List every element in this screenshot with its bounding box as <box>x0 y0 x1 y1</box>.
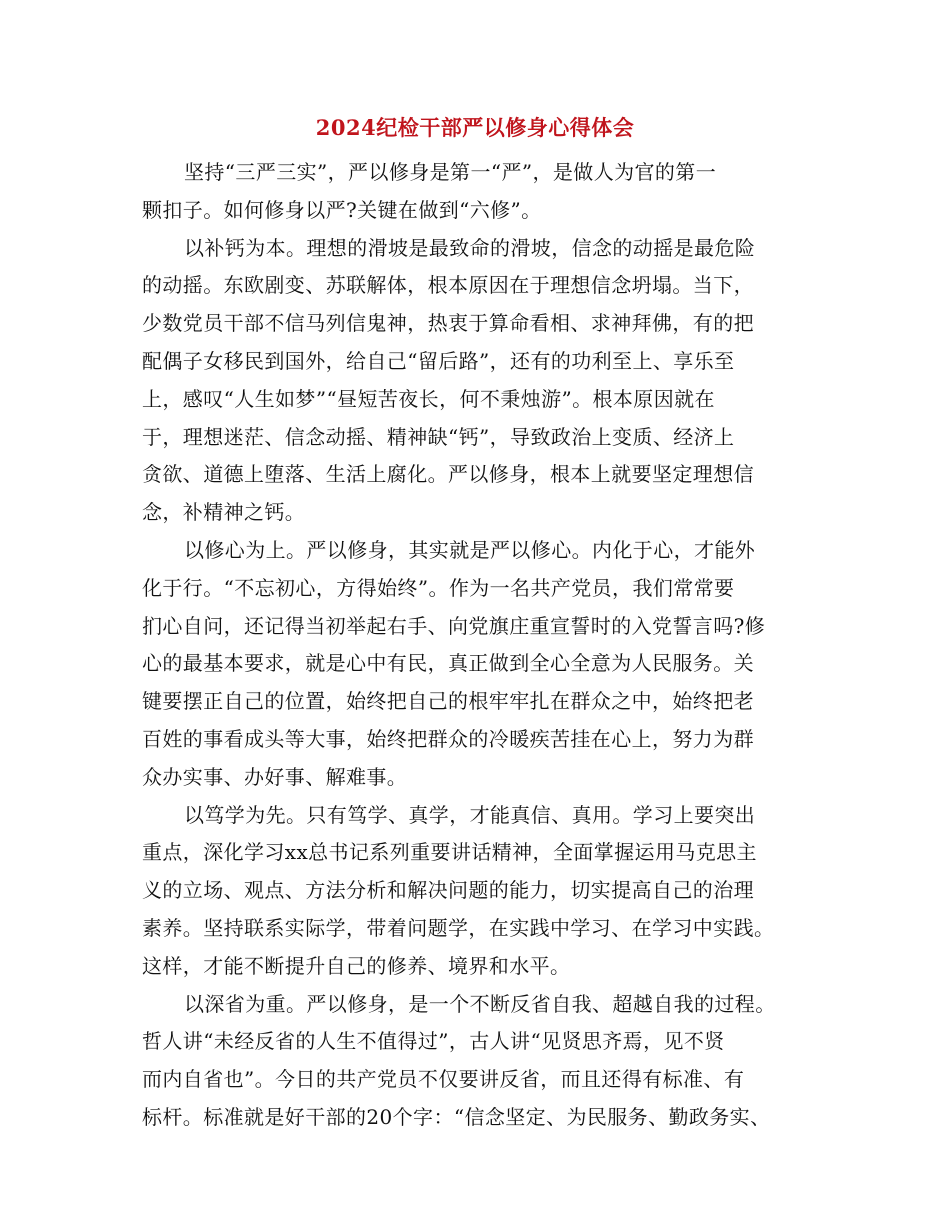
text-line: 化于行。“不忘初心，方得始终”。作为一名共产党员，我们常常要 <box>142 575 735 600</box>
text-line: 念，补精神之钙。 <box>142 500 306 525</box>
text-line: 少数党员干部不信马列信鬼神，热衷于算命看相、求神拜佛，有的把 <box>142 311 754 336</box>
text-line: 心的最基本要求，就是心中有民，真正做到全心全意为人民服务。关 <box>142 651 754 676</box>
text-line: 扪心自问，还记得当初举起右手、向党旗庄重宣誓时的入党誓言吗?修 <box>142 613 766 638</box>
text-line: 以深省为重。严以修身，是一个不断反省自我、超越自我的过程。 <box>184 991 776 1016</box>
text-line: 贪欲、道德上堕落、生活上腐化。严以修身，根本上就要坚定理想信 <box>142 462 754 487</box>
text-line: 坚持“三严三实”，严以修身是第一“严”，是做人为官的第一 <box>184 160 717 184</box>
text-line: 标杆。标准就是好干部的20个字：“信念坚定、为民服务、勤政务实、 <box>142 1104 771 1129</box>
text-line: 键要摆正自己的位置，始终把自己的根牢牢扎在群众之中，始终把老 <box>142 689 754 714</box>
text-line: 这样，才能不断提升自己的修养、境界和水平。 <box>142 953 571 978</box>
text-line: 以补钙为本。理想的滑坡是最致命的滑坡，信念的动摇是最危险 <box>184 235 756 260</box>
text-line: 以笃学为先。只有笃学、真学，才能真信、真用。学习上要突出 <box>184 802 756 827</box>
text-line: 重点，深化学习xx总书记系列重要讲话精神，全面掌握运用马克思主 <box>142 840 757 865</box>
text-line: 以修心为上。严以修身，其实就是严以修心。内化于心，才能外 <box>184 537 756 562</box>
text-line: 于，理想迷茫、信念动摇、精神缺“钙”，导致政治上变质、经济上 <box>142 424 735 449</box>
text-line: 哲人讲“未经反省的人生不值得过”，古人讲“见贤思齐焉，见不贤 <box>142 1029 725 1054</box>
text-line: 上，感叹“人生如梦”“昼短苦夜长，何不秉烛游”。根本原因就在 <box>142 386 715 411</box>
text-line: 而内自省也”。今日的共产党员不仅要讲反省，而且还得有标准、有 <box>142 1067 745 1092</box>
text-line: 素养。坚持联系实际学，带着问题学，在实践中学习、在学习中实践。 <box>142 915 775 940</box>
text-line: 义的立场、观点、方法分析和解决问题的能力，切实提高自己的治理 <box>142 878 754 903</box>
document-body <box>142 154 807 1137</box>
text-line: 的动摇。东欧剧变、苏联解体，根本原因在于理想信念坍塌。当下， <box>142 273 754 298</box>
text-line: 颗扣子。如何修身以严?关键在做到“六修”。 <box>142 197 542 222</box>
document-title: 2024纪检干部严以修身心得体会 <box>315 115 635 140</box>
text-line: 百姓的事看成头等大事，始终把群众的冷暖疾苦挂在心上，努力为群 <box>142 726 754 751</box>
text-line: 配偶子女移民到国外，给自己“留后路”，还有的功利至上、享乐至 <box>142 348 735 373</box>
text-line: 众办实事、办好事、解难事。 <box>142 764 408 789</box>
